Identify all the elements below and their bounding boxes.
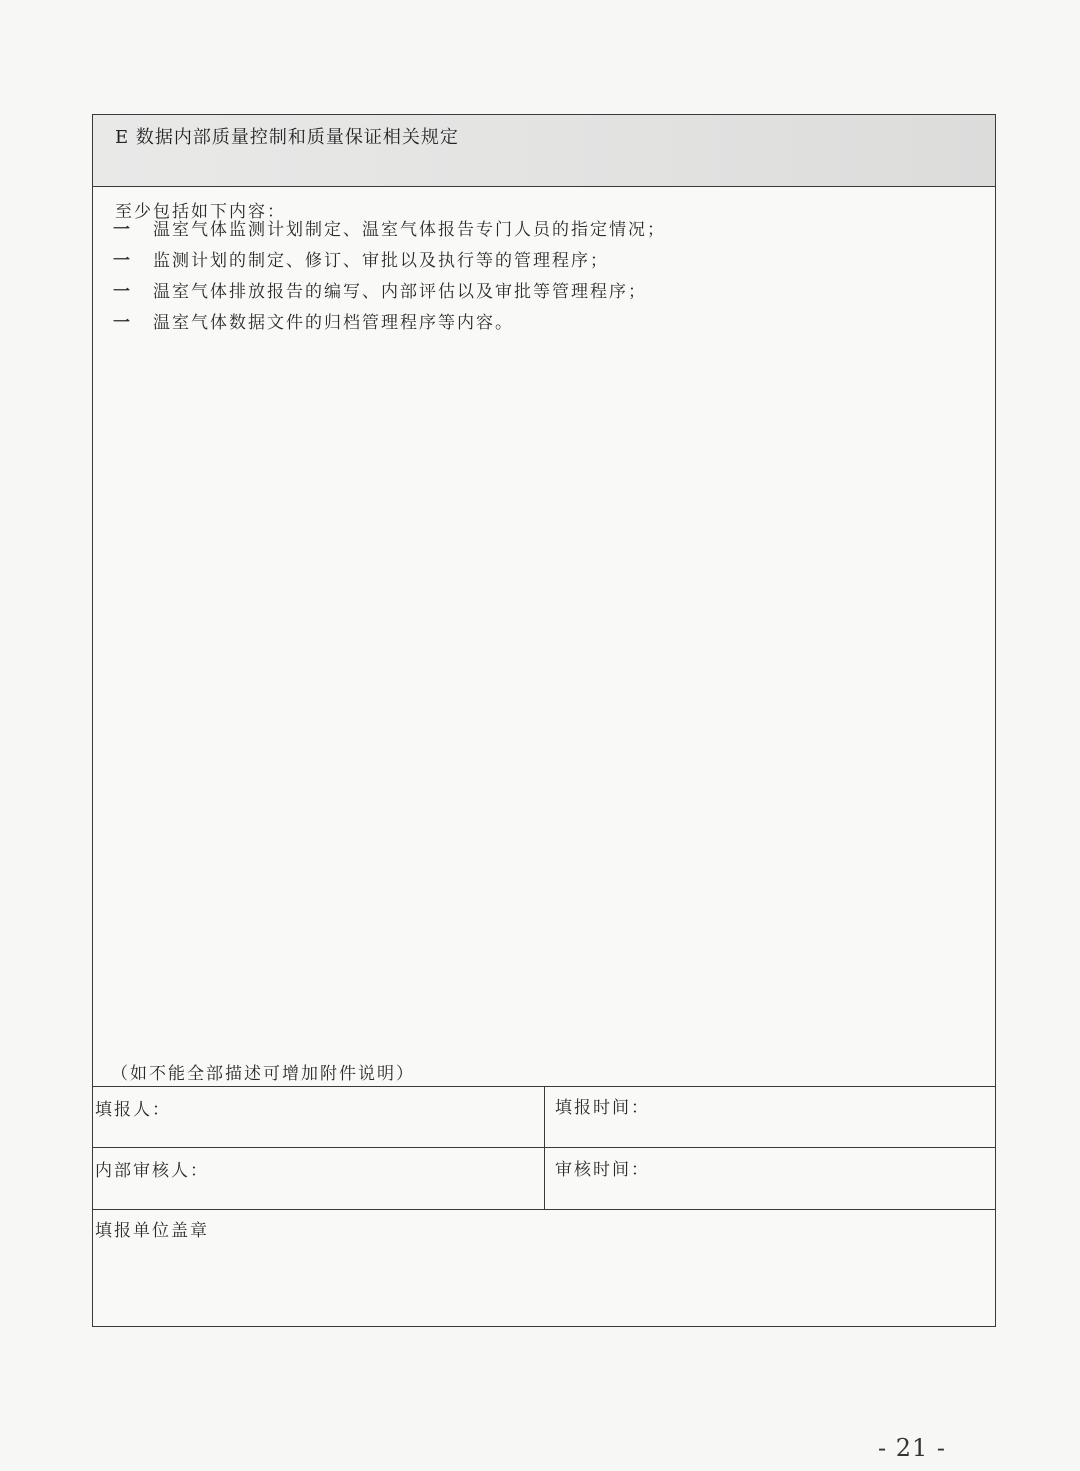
- attachment-note: （如不能全部描述可增加附件说明）: [111, 1064, 415, 1084]
- seal-label: 填报单位盖章: [95, 1221, 209, 1241]
- page-number: - 21 -: [878, 1434, 947, 1462]
- list-item: [113, 308, 666, 339]
- section-header: [93, 115, 995, 187]
- list-item: [113, 277, 666, 308]
- dash-marker: 一: [113, 220, 132, 240]
- requirements-list: [113, 215, 666, 339]
- review-time-label: 审核时间：: [555, 1160, 650, 1180]
- form-table: [92, 114, 996, 1327]
- dash-marker: 一: [113, 313, 132, 333]
- dash-marker: 一: [113, 282, 132, 302]
- intro-text: 至少包括如下内容：: [115, 202, 286, 222]
- section-title: E 数据内部质量控制和质量保证相关规定: [115, 127, 459, 148]
- list-item-text: 监测计划的制定、修订、审批以及执行等的管理程序；: [153, 251, 609, 271]
- list-item: [113, 215, 666, 246]
- list-item: [113, 246, 666, 277]
- fill-time-label: 填报时间：: [555, 1098, 650, 1118]
- column-divider: [544, 1086, 545, 1209]
- reviewer-label: 内部审核人：: [95, 1161, 209, 1181]
- list-item-text: 温室气体排放报告的编写、内部评估以及审批等管理程序；: [153, 282, 647, 302]
- filler-label: 填报人：: [95, 1100, 171, 1120]
- dash-marker: 一: [113, 251, 132, 271]
- list-item-text: 温室气体监测计划制定、温室气体报告专门人员的指定情况；: [153, 220, 666, 240]
- list-item-text: 温室气体数据文件的归档管理程序等内容。: [153, 313, 514, 333]
- divider: [93, 1209, 995, 1210]
